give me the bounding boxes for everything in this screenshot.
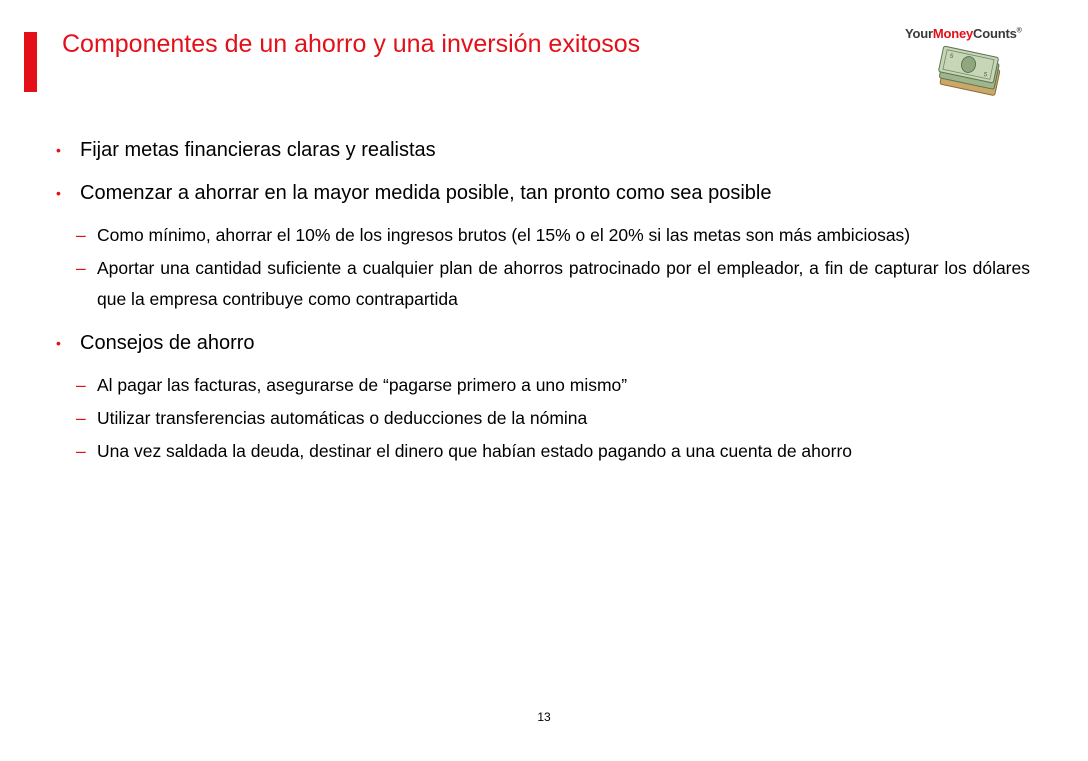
dash-icon: – <box>76 375 86 395</box>
bullet-dot-icon: • <box>56 185 61 201</box>
sub-bullet-text: Utilizar transferencias automáticas o deducciones de la nómina <box>97 408 588 428</box>
sub-bullet-text: Aportar una cantidad suficiente a cualquier plan de ahorros patrocinado por el empleador, a fin de capturar los dólares que la empresa contribuye como contrapartida <box>97 258 1030 309</box>
svg-text:5: 5 <box>983 71 988 79</box>
sub-bullet-item <box>76 253 1030 315</box>
money-bills-icon <box>935 42 1005 100</box>
bullet-text: Comenzar a ahorrar en la mayor medida posible, tan pronto como sea posible <box>80 182 772 204</box>
sub-bullet-item <box>76 436 1030 467</box>
sub-bullet-item <box>76 403 1030 434</box>
slide-title: Componentes de un ahorro y una inversión exitosos <box>62 30 641 58</box>
sub-bullet-item <box>76 370 1030 401</box>
logo-word-counts: Counts <box>973 26 1017 41</box>
bullet-item <box>55 181 1030 205</box>
bullet-text: Fijar metas financieras claras y realistas <box>80 139 436 161</box>
logo-registered-mark: ® <box>1016 27 1022 35</box>
dash-icon: – <box>76 225 86 245</box>
sub-bullet-text: Al pagar las facturas, asegurarse de “pagarse primero a uno mismo” <box>97 375 628 395</box>
bullet-dot-icon: • <box>56 335 61 351</box>
bullet-dot-icon: • <box>56 142 61 158</box>
svg-text:5: 5 <box>949 53 954 61</box>
logo-word-money: Money <box>932 26 974 41</box>
bullet-text: Consejos de ahorro <box>80 332 255 354</box>
sub-bullet-text: Como mínimo, ahorrar el 10% de los ingresos brutos (el 15% o el 20% si las metas son más ambiciosas) <box>97 225 911 245</box>
page-number: 13 <box>537 710 551 724</box>
dash-icon: – <box>76 408 86 428</box>
sub-bullet-text: Una vez saldada la deuda, destinar el dinero que habían estado pagando a una cuenta de ahorro <box>97 441 853 461</box>
title-accent-bar <box>24 32 37 92</box>
bullet-item <box>55 331 1030 355</box>
bullet-item <box>55 138 1030 162</box>
dash-icon: – <box>76 258 86 278</box>
logo-word-your: Your <box>905 26 933 41</box>
sub-bullet-item <box>76 220 1030 251</box>
brand-logo-text <box>905 26 1022 41</box>
dash-icon: – <box>76 441 86 461</box>
bullet-list <box>55 138 1030 473</box>
brand-logo <box>905 26 1045 104</box>
